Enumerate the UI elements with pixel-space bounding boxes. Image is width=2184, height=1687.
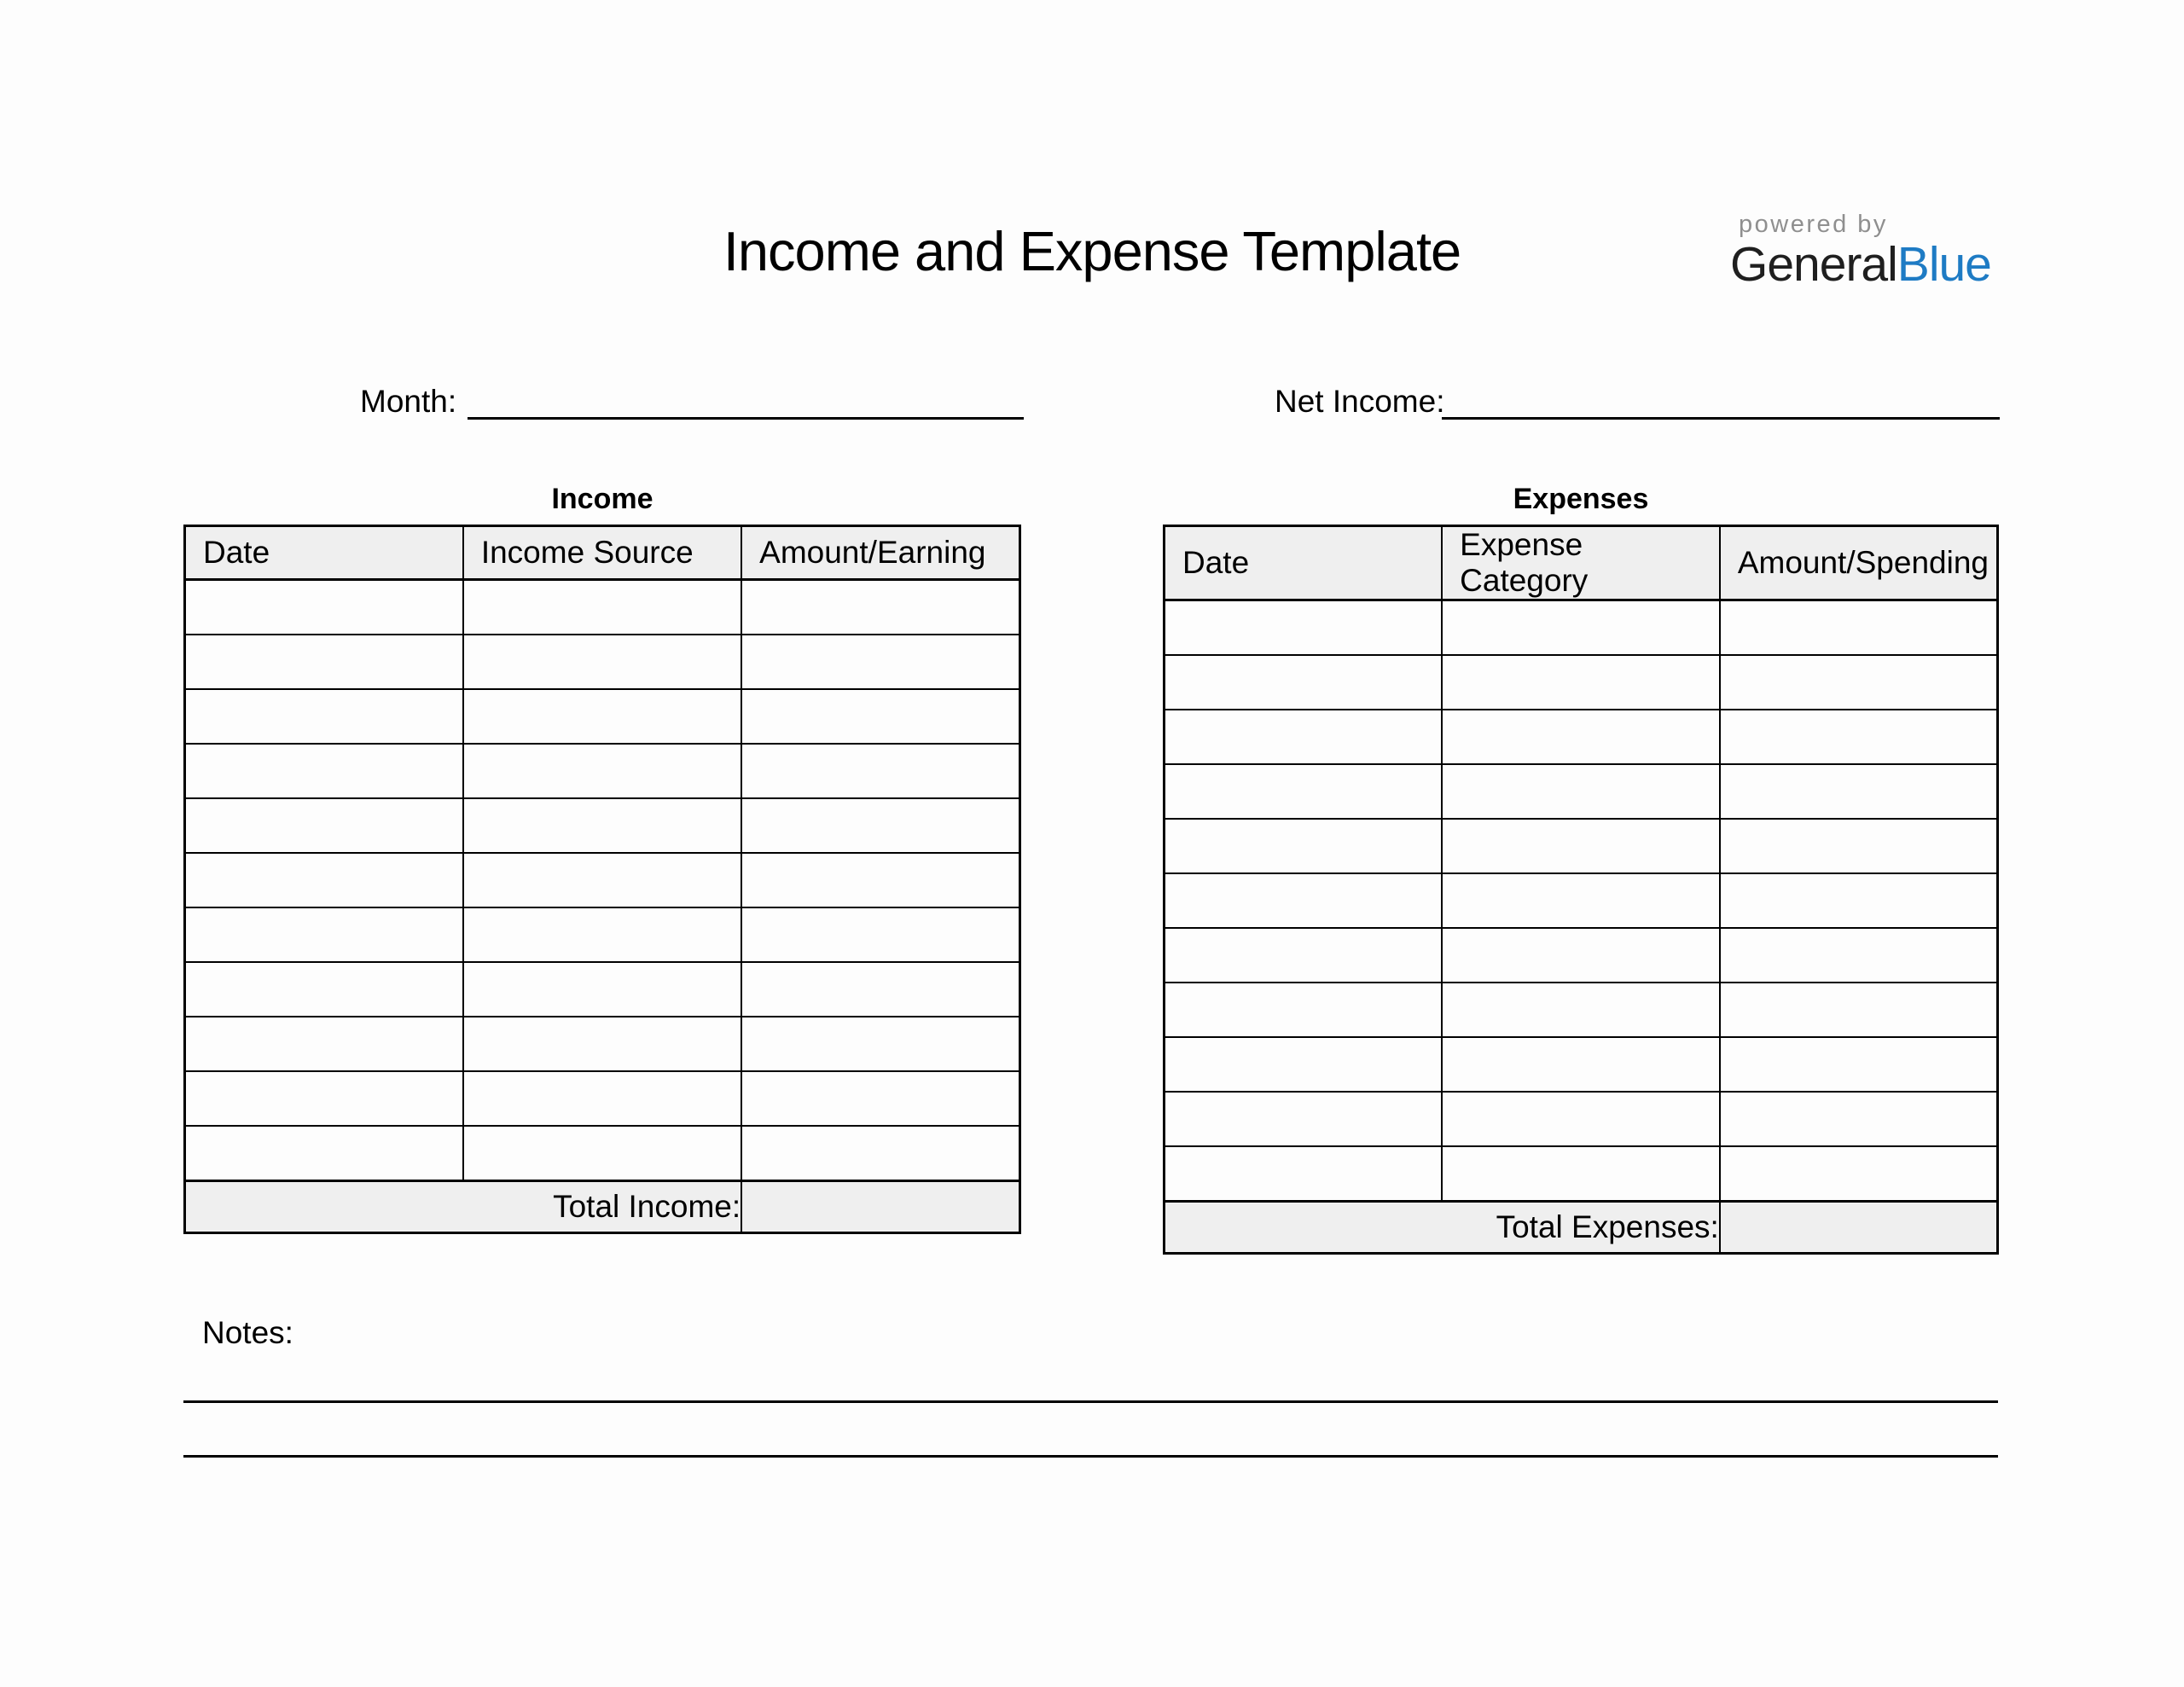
table-cell[interactable]: [1442, 764, 1720, 819]
table-cell[interactable]: [741, 1017, 1019, 1071]
table-cell[interactable]: [1442, 928, 1720, 983]
table-row: [1165, 710, 1998, 764]
income-total-value-cell[interactable]: [741, 1181, 1019, 1233]
table-cell[interactable]: [463, 962, 741, 1017]
table-cell[interactable]: [1720, 600, 1998, 656]
table-cell[interactable]: [1442, 819, 1720, 873]
table-row: [185, 744, 1020, 798]
table-row: [185, 962, 1020, 1017]
powered-by-text: powered by: [1739, 211, 1888, 238]
table-cell[interactable]: [185, 962, 463, 1017]
table-cell[interactable]: [185, 635, 463, 689]
brand-general-text: General: [1730, 236, 1897, 292]
expenses-total-value-cell[interactable]: [1720, 1202, 1998, 1254]
income-total-label: Total Income:: [185, 1181, 742, 1233]
table-row: [185, 1017, 1020, 1071]
expenses-header-row: [1165, 526, 1998, 600]
table-cell[interactable]: [1165, 983, 1443, 1037]
income-header-row: [185, 526, 1020, 580]
table-cell[interactable]: [1720, 983, 1998, 1037]
expenses-table: [1163, 525, 1999, 1255]
table-row: [1165, 764, 1998, 819]
table-cell[interactable]: [1442, 655, 1720, 710]
table-cell[interactable]: [741, 1126, 1019, 1181]
table-cell[interactable]: [1720, 928, 1998, 983]
table-cell[interactable]: [1165, 764, 1443, 819]
table-row: [1165, 655, 1998, 710]
table-cell[interactable]: [741, 798, 1019, 853]
notes-line-2[interactable]: [183, 1455, 1998, 1458]
table-cell[interactable]: [1720, 819, 1998, 873]
table-cell[interactable]: [463, 689, 741, 744]
table-row: [185, 798, 1020, 853]
expenses-table-title: Expenses: [1513, 483, 1649, 515]
table-cell[interactable]: [1720, 1037, 1998, 1092]
table-cell[interactable]: [185, 1017, 463, 1071]
table-cell[interactable]: [185, 744, 463, 798]
table-cell[interactable]: [1442, 1146, 1720, 1202]
expenses-header-date: Date: [1165, 526, 1443, 600]
table-cell[interactable]: [741, 907, 1019, 962]
income-table-title: Income: [551, 483, 653, 515]
table-cell[interactable]: [741, 689, 1019, 744]
table-cell[interactable]: [463, 744, 741, 798]
table-cell[interactable]: [463, 798, 741, 853]
table-cell[interactable]: [1720, 1092, 1998, 1146]
income-table: [183, 525, 1021, 1234]
table-cell[interactable]: [185, 1126, 463, 1181]
table-cell[interactable]: [1165, 1146, 1443, 1202]
table-row: [1165, 1092, 1998, 1146]
income-section: [183, 481, 1021, 1234]
page-title: Income and Expense Template: [723, 220, 1461, 282]
table-cell[interactable]: [463, 907, 741, 962]
notes-line-1[interactable]: [183, 1400, 1998, 1403]
table-cell[interactable]: [1442, 600, 1720, 656]
notes-label: Notes:: [202, 1315, 293, 1350]
month-label: Month:: [360, 384, 457, 419]
brand-blue-text: Blue: [1896, 236, 1991, 292]
table-cell[interactable]: [185, 853, 463, 907]
table-cell[interactable]: [1165, 1092, 1443, 1146]
table-cell[interactable]: [463, 635, 741, 689]
table-row: [185, 853, 1020, 907]
expenses-section: [1163, 481, 1999, 1255]
table-cell[interactable]: [1442, 1037, 1720, 1092]
table-row: [185, 907, 1020, 962]
income-header-date: Date: [185, 526, 463, 580]
table-cell[interactable]: [1165, 928, 1443, 983]
table-row: [1165, 928, 1998, 983]
table-cell[interactable]: [1720, 873, 1998, 928]
table-cell[interactable]: [185, 1071, 463, 1126]
net-income-input[interactable]: [1442, 417, 2000, 420]
table-cell[interactable]: [741, 580, 1019, 635]
table-cell[interactable]: [1165, 655, 1443, 710]
table-cell[interactable]: [1442, 710, 1720, 764]
table-row: [1165, 600, 1998, 656]
table-row: [185, 689, 1020, 744]
table-cell[interactable]: [185, 907, 463, 962]
table-cell[interactable]: [1442, 1092, 1720, 1146]
table-cell[interactable]: [463, 1017, 741, 1071]
brand-wordmark: [1730, 236, 2088, 292]
table-cell[interactable]: [1442, 983, 1720, 1037]
table-cell[interactable]: [185, 580, 463, 635]
table-cell[interactable]: [741, 962, 1019, 1017]
income-header-amount: Amount/Earning: [741, 526, 1019, 580]
table-cell[interactable]: [1165, 600, 1443, 656]
table-cell[interactable]: [463, 580, 741, 635]
expenses-header-amount: Amount/Spending: [1720, 526, 1998, 600]
table-cell[interactable]: [1165, 873, 1443, 928]
table-cell[interactable]: [1165, 710, 1443, 764]
table-row: [1165, 983, 1998, 1037]
table-row: [1165, 873, 1998, 928]
table-cell[interactable]: [741, 1071, 1019, 1126]
table-cell[interactable]: [741, 853, 1019, 907]
expenses-header-category: Expense Category: [1442, 526, 1720, 600]
table-row: [185, 580, 1020, 635]
table-cell[interactable]: [185, 689, 463, 744]
table-row: [1165, 819, 1998, 873]
table-row: [1165, 1146, 1998, 1202]
income-total-row: [185, 1181, 1020, 1233]
table-cell[interactable]: [1165, 819, 1443, 873]
net-income-label: Net Income:: [1275, 384, 1445, 419]
table-row: [185, 1071, 1020, 1126]
table-cell[interactable]: [185, 798, 463, 853]
table-cell[interactable]: [1442, 873, 1720, 928]
table-cell[interactable]: [463, 1126, 741, 1181]
table-cell[interactable]: [1720, 710, 1998, 764]
table-cell[interactable]: [1720, 655, 1998, 710]
table-cell[interactable]: [463, 853, 741, 907]
table-row: [185, 635, 1020, 689]
expenses-total-row: [1165, 1202, 1998, 1254]
table-cell[interactable]: [741, 635, 1019, 689]
table-cell[interactable]: [1720, 764, 1998, 819]
table-cell[interactable]: [1165, 1037, 1443, 1092]
table-cell[interactable]: [741, 744, 1019, 798]
expenses-total-label: Total Expenses:: [1165, 1202, 1720, 1254]
month-input[interactable]: [468, 417, 1024, 420]
table-cell[interactable]: [1720, 1146, 1998, 1202]
table-row: [1165, 1037, 1998, 1092]
income-header-source: Income Source: [463, 526, 741, 580]
table-row: [185, 1126, 1020, 1181]
generalblue-logo: [1730, 212, 2088, 290]
table-cell[interactable]: [463, 1071, 741, 1126]
